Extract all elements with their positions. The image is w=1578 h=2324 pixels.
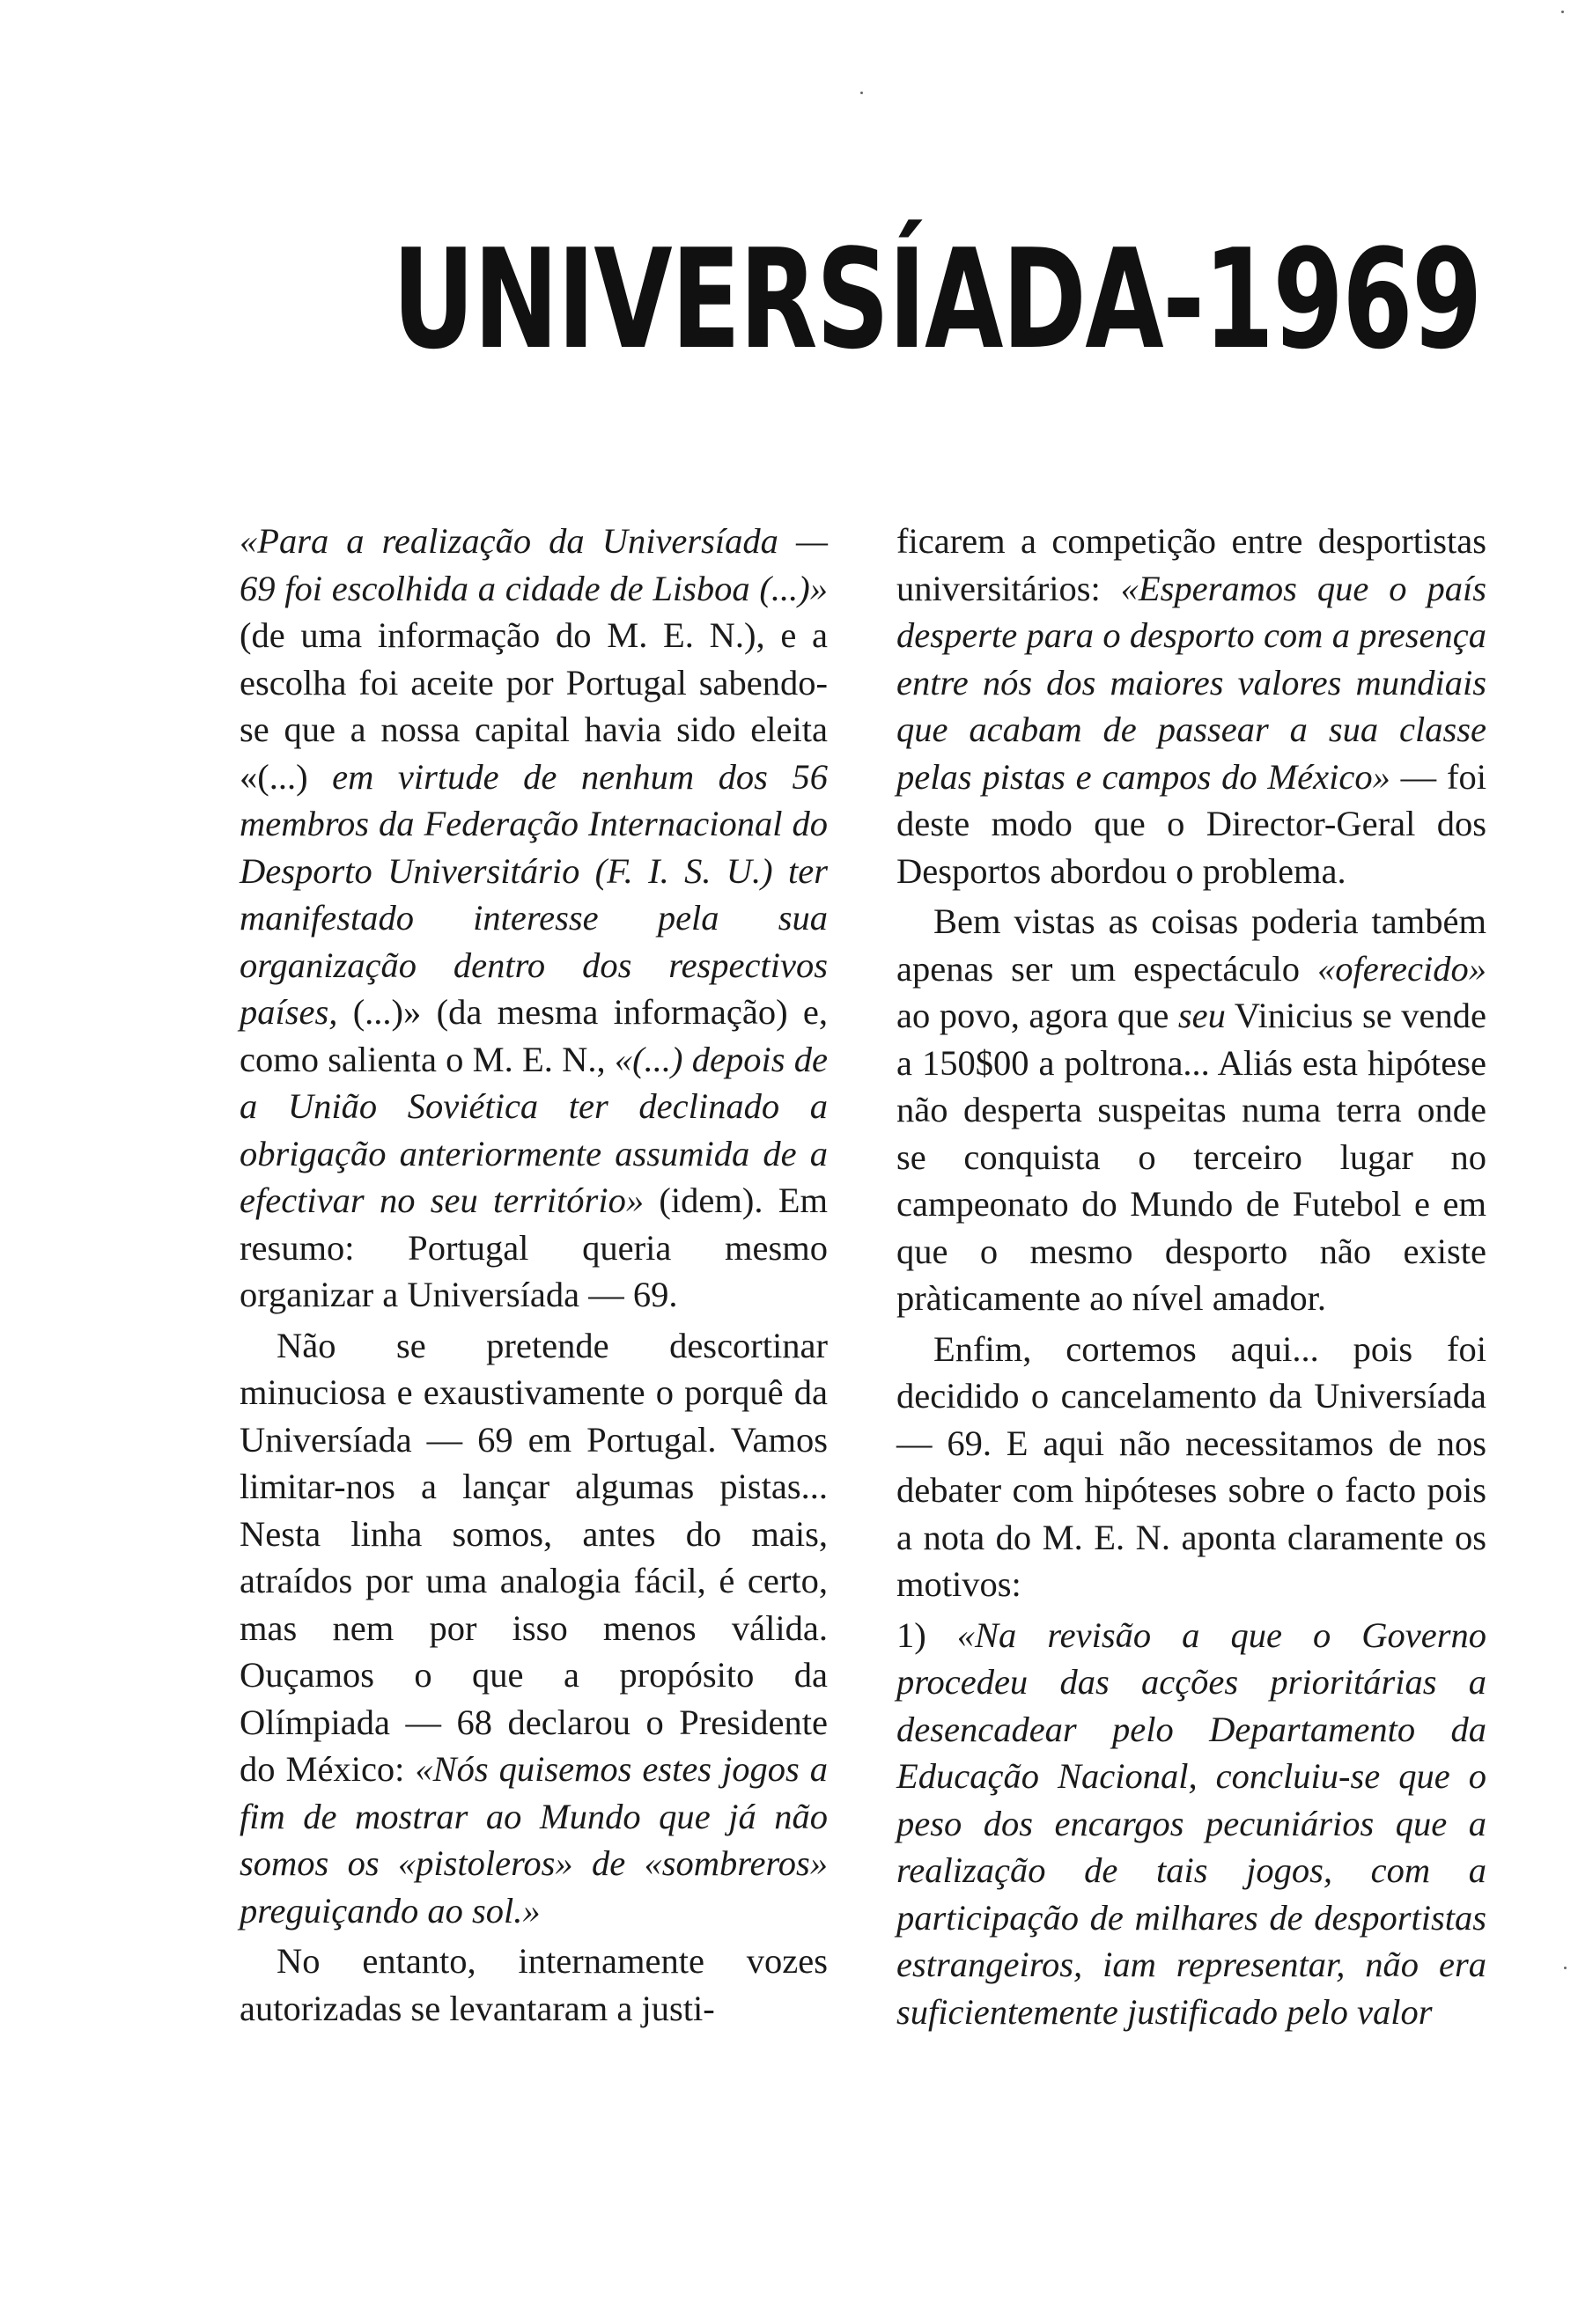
left-column-paragraph bbox=[240, 1938, 828, 2032]
left-column-paragraph bbox=[240, 1322, 828, 1935]
right-column-paragraph bbox=[896, 1612, 1486, 2036]
page-title: UNIVERSÍADA-1969 bbox=[392, 219, 1481, 379]
right-column-paragraph bbox=[896, 518, 1486, 894]
body-text: ao povo, agora que bbox=[896, 996, 1178, 1035]
scan-speck bbox=[1564, 1967, 1567, 1969]
body-text: Bem vistas as coisas poderia também apenas ser um espectáculo bbox=[896, 901, 1486, 989]
body-text: — foi deste modo que o Director-Geral dos Desportos abordou o problema. bbox=[896, 756, 1486, 891]
italic-quote-text: «Para a realização da Universíada — 69 foi escolhida a cidade de Lisboa (...)» bbox=[240, 521, 828, 608]
body-text: ficarem a competição entre desportistas universitários: bbox=[896, 521, 1486, 608]
right-column bbox=[896, 518, 1486, 2039]
left-column-paragraph bbox=[240, 518, 828, 1319]
body-text: (idem). Em resumo: Portugal queria mesmo organizar a Universíada — 69. bbox=[240, 1180, 828, 1314]
right-column-paragraph bbox=[896, 898, 1486, 1322]
body-text bbox=[1198, 1756, 1216, 1796]
italic-quote-text: concluiu-se que o peso dos encargos pecuniários que a realização de tais jogos, com a participação de milhares de desportistas estrangeiros, iam representar, não era suficientemente justificado pelo valor bbox=[896, 1756, 1487, 2032]
body-text: Vinicius se vende a 150$00 a poltrona... Aliás esta hipótese não desperta suspeitas numa terra onde se conquista o terceiro lugar no campeonato do Mundo de Futebol e em que o mesmo desporto não existe pràticamente ao nível amador. bbox=[896, 996, 1486, 1318]
scan-speck bbox=[1561, 11, 1564, 13]
body-text: No entanto, internamente vozes autorizadas se levantaram a justi- bbox=[240, 1941, 828, 2028]
italic-quote-text: seu bbox=[1177, 996, 1226, 1035]
italic-quote-text: «(...) depois de a União Soviética ter declinado a obrigação anteriormente assumida de a efectivar no seu território» bbox=[240, 1039, 828, 1220]
left-column bbox=[240, 518, 828, 2035]
italic-quote-text: «Nós quisemos estes jogos a fim de mostrar ao Mundo que já não somos os «pistoleros» de «sombreros» preguiçando ao sol.» bbox=[240, 1749, 828, 1931]
body-text: Não se pretende descortinar minuciosa e exaustivamente o porquê da Universíada — 69 em Portugal. Vamos limitar-nos a lançar algumas pistas... Nesta linha somos, antes do mais, atraídos por uma analogia fácil, é certo, mas nem por isso menos válida. Ouçamos o que a propósito da Olímpiada — 68 declarou o Presidente do México: bbox=[240, 1325, 828, 1789]
body-text: Enfim, cortemos aqui... pois foi decidido o cancelamento da Universíada — 69. E aqui não necessitamos de nos debater com hipóteses sobre o facto pois a nota do M. E. N. aponta claramente os motivos: bbox=[896, 1328, 1486, 1604]
italic-quote-text: «oferecido» bbox=[1317, 948, 1486, 989]
body-text: (...)» (da mesma informação) e, como salienta o M. E. N., bbox=[240, 992, 828, 1079]
right-column-paragraph bbox=[896, 1326, 1486, 1608]
body-text: (de uma informação do M. E. N.), e a escolha foi aceite por Portugal sabendo-se que a nossa capital havia sido eleita «(...) bbox=[240, 615, 828, 797]
italic-quote-text: «Na revisão a que o Governo procedeu das acções prioritárias a desencadear pelo Departamento da Educação Nacional, bbox=[896, 1614, 1486, 1796]
italic-quote-text: em virtude de nenhum dos 56 membros da Federação Internacional do Desporto Universitário (F. I. S. U.) ter manifestado interesse pela sua organização dentro dos respectivos países, bbox=[240, 756, 828, 1032]
italic-quote-text: «Esperamos que o país desperte para o desporto com a presença entre nós dos maiores valores mundiais que acabam de passear a sua classe pelas pistas e campos do México» bbox=[896, 568, 1486, 797]
scan-speck bbox=[860, 92, 863, 94]
body-text: 1) bbox=[896, 1614, 957, 1655]
